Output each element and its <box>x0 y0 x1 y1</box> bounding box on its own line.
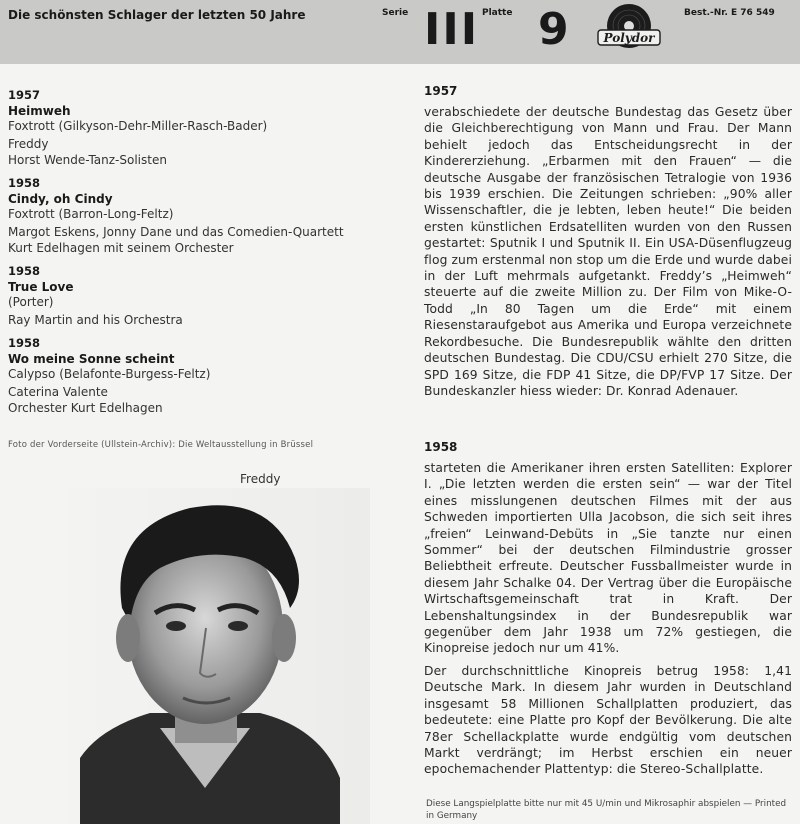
track-info: (Porter) <box>8 295 54 309</box>
section-paragraph: Der durchschnittliche Kinopreis betrug 1958: 1,41 Deutsche Mark. In diesem Jahr wurden in Deutschland insgesamt 58 Millionen Schallplatten produziert, das bedeutete: eine Platte pro Kopf der Bevölkerung. Die alte 78er Schellackplatte wurde endgültig vom deutschen Markt verdrängt; im Herbst erschien ein neuer epochemachender Plattentyp: die Stereo-Schallplatte. <box>424 663 792 777</box>
track-year: 1957 <box>8 88 41 102</box>
chronicle-1957 <box>424 84 792 399</box>
track-title: Cindy, oh Cindy <box>8 192 113 206</box>
track-entry <box>8 264 388 328</box>
track-entry <box>8 88 388 168</box>
platte-value: 9 <box>538 4 568 55</box>
section-year: 1957 <box>424 84 458 98</box>
header-bar <box>0 0 800 64</box>
track-year: 1958 <box>8 264 41 278</box>
platte-label: Platte <box>482 8 513 18</box>
section-year: 1958 <box>424 440 458 454</box>
serie-value: III <box>424 4 480 55</box>
track-artist: Freddy <box>8 137 49 151</box>
photo-caption: Foto der Vorderseite (Ullstein-Archiv): Die Weltausstellung in Brüssel <box>8 440 314 450</box>
track-orchestra: Orchester Kurt Edelhagen <box>8 401 163 415</box>
track-orchestra: Kurt Edelhagen mit seinem Orchester <box>8 241 234 255</box>
photo-label: Freddy <box>240 472 281 486</box>
track-entry <box>8 336 388 416</box>
chronicle-1958 <box>424 440 792 778</box>
logo-text: Polydor <box>603 31 655 45</box>
track-list <box>8 88 388 424</box>
track-title: Heimweh <box>8 104 71 118</box>
track-info: Calypso (Belafonte-Burgess-Feltz) <box>8 367 211 381</box>
portrait-photo <box>40 488 370 824</box>
track-info: Foxtrott (Barron-Long-Feltz) <box>8 207 174 221</box>
track-entry <box>8 176 388 256</box>
section-paragraph: verabschiedete der deutsche Bundestag das Gesetz über die Gleichberechtigung von Mann und Frau. Der Mann behielt jedoch das Entscheidungsrecht in der Kindererziehung. „Erbarmen mit den Frauen“ — die deutsche Ausgabe der französischen Tetralogie von 1936 bis 1939 erschien. Die Zeitungen schrieben: „90% aller Wissenschaftler, die je lebten, leben heute!“ Die beiden ersten künstlichen Erdsatelliten wurden von den Russen gestartet: Sputnik I und Sputnik II. Ein USA-Düsenflugzeug flog zum erstenmal non stop um die Erde und wurde dabei in der Luft mehrmals aufgetankt. Freddy’s „Heimweh“ steuerte auf die zweite Million zu. Der Film von Mike-O-Todd „In 80 Tagen um die Erde“ mit einem Riesenstaraufgebot aus Amerika und Europa verzeichnete Rekordbesuche. Die Bundesrepublik wählte den dritten deutschen Bundestag. Die CDU/CSU erhielt 270 Sitze, die SPD 169 Sitze, die FDP 41 Sitze, die DP/FVP 17 Sitze. Der Bundeskanzler hiess wieder: Dr. Konrad Adenauer. <box>424 105 792 398</box>
serie-label: Serie <box>382 8 409 18</box>
track-orchestra: Horst Wende-Tanz-Solisten <box>8 153 167 167</box>
footer-note: Diese Langspielplatte bitte nur mit 45 U/min und Mikrosaphir abspielen — Printed in Germany <box>426 799 787 821</box>
track-artist: Margot Eskens, Jonny Dane und das Comedien-Quartett <box>8 225 344 239</box>
series-title: Die schönsten Schlager der letzten 50 Jahre <box>8 8 306 22</box>
order-number: Best.-Nr. E 76 549 <box>684 8 775 18</box>
track-title: Wo meine Sonne scheint <box>8 352 175 366</box>
track-artist: Ray Martin and his Orchestra <box>8 313 183 327</box>
track-year: 1958 <box>8 336 41 350</box>
polydor-logo <box>592 2 666 54</box>
track-artist: Caterina Valente <box>8 385 108 399</box>
track-info: Foxtrott (Gilkyson-Dehr-Miller-Rasch-Bader) <box>8 119 268 133</box>
track-title: True Love <box>8 280 74 294</box>
track-year: 1958 <box>8 176 41 190</box>
section-paragraph: starteten die Amerikaner ihren ersten Satelliten: Explorer I. „Die letzten werden die ersten sein“ — war der Titel eines misslungenen deutschen Filmes mit der aus Schweden importierten Ulla Jacobson, die sich seit ihres „freien“ Leinwand-Debüts in „Sie tanzte nur einen Sommer“ bei der deutschen Filmindustrie grosser Beliebtheit erfreute. Deutscher Fussballmeister wurde in diesem Jahr Schalke 04. Der Vertrag über die Europäische Wirtschaftsgemeinschaft trat in Kraft. Der Lebenshaltungsindex in der Bundesrepublik war gegenüber dem Jahr 1938 um 72% gestiegen, die Kinopreise jedoch nur um 41%. <box>424 461 792 656</box>
